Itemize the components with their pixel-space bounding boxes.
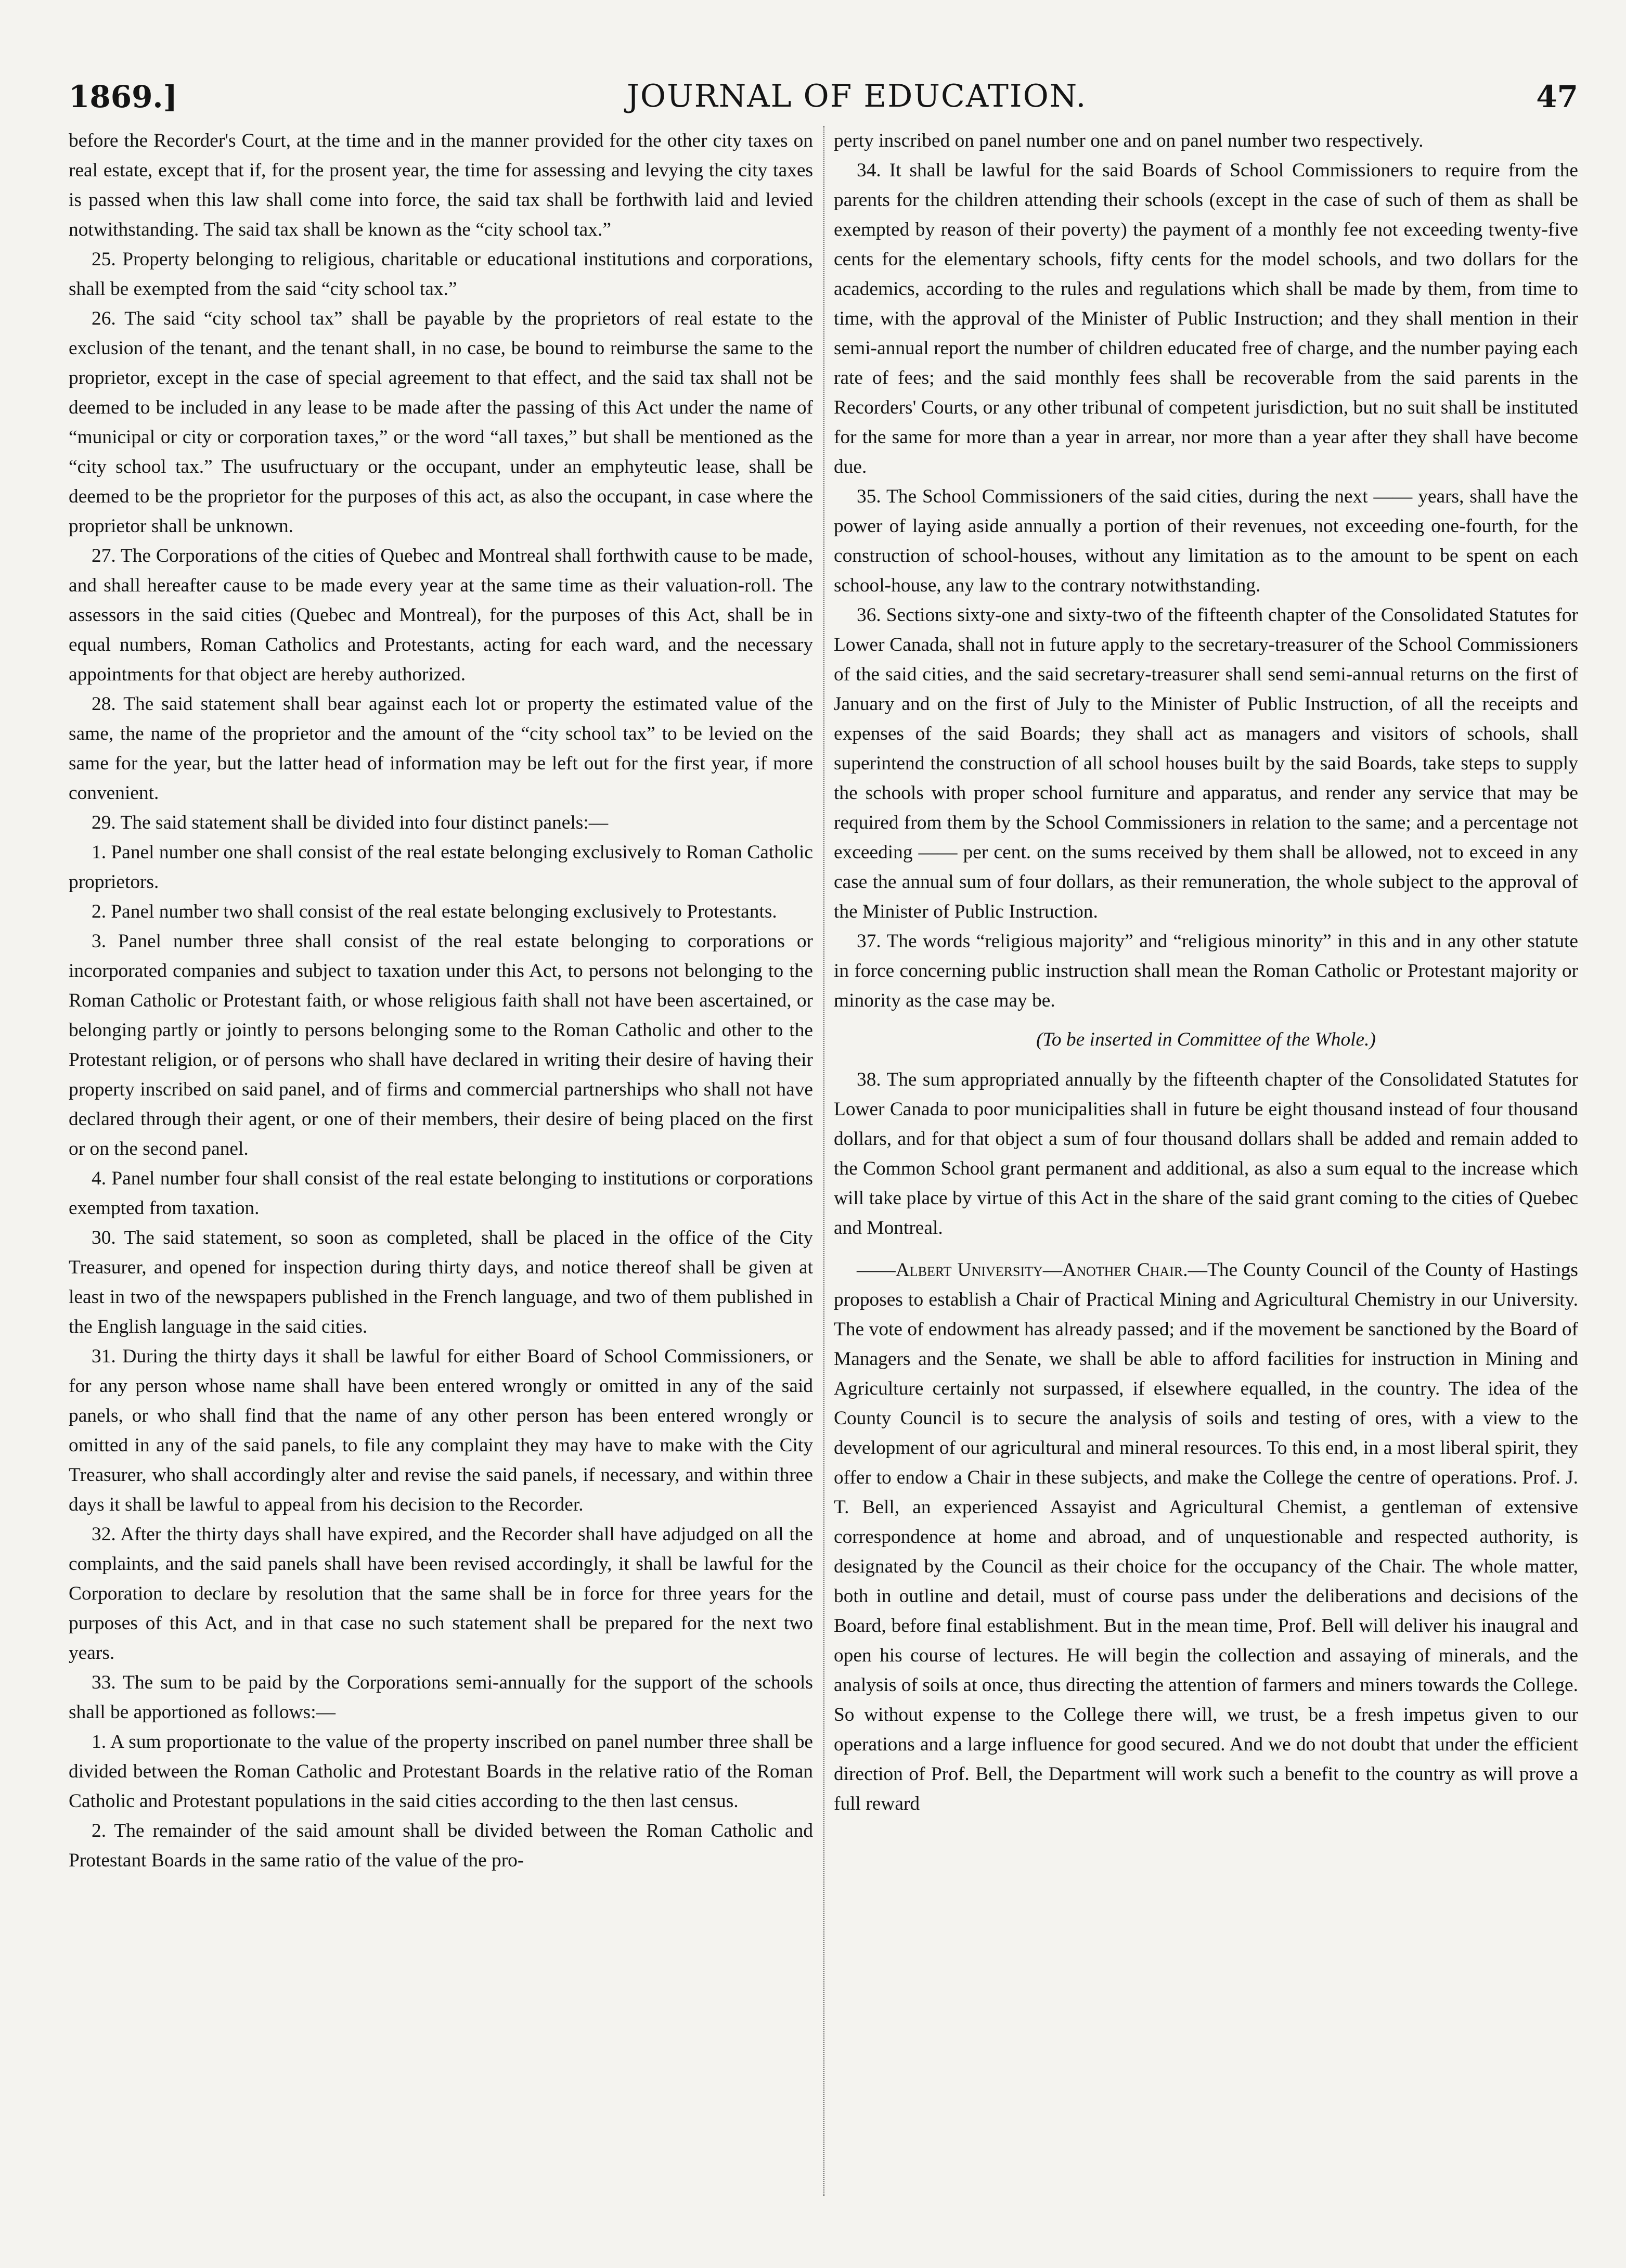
section-27: 27. The Corporations of the cities of Quebec and Montreal shall forthwith cause to be made, and shall hereafter cause to be made every year at the same time as their valuation-roll. The assessors in the said cities (Quebec and Montreal), for the purposes of this Act, shall be in equal numbers, Roman Catholics and Protestants, acting for each ward, and the necessary appointments for that object are hereby authorized. [69,545,813,685]
page-header [69,68,1578,114]
section-33: 33. The sum to be paid by the Corporations semi-annually for the support of the schools shall be apportioned as follows:— [69,1672,813,1723]
section-29-panel-2: 2. Panel number two shall consist of the real estate belonging exclusively to Protestants. [92,901,777,922]
left-paragraph-continuation: before the Recorder's Court, at the time and in the manner provided for the other city taxes on real estate, except that if, for the prosent year, the time for assessing and levying the city taxes is passed when this law shall come into force, the said tax shall be forthwith laid and levied notwithstanding. The said tax shall be known as the “city school tax.” [69,130,813,240]
section-31: 31. During the thirty days it shall be lawful for either Board of School Commissioners, or for any person whose name shall have been entered wrongly or omitted in any of the said panels, or who shall find that the name of any other person has been entered wrongly or omitted in any of the said panels, to file any complaint they may have to make with the City Treasurer, who shall accordingly alter and revise the said panels, if necessary, and within three days it shall be lawful to appeal from his decision to the Recorder. [69,1346,813,1515]
section-35: 35. The School Commissioners of the said cities, during the next —— years, shall have the power of laying aside annually a portion of their revenues, not exceeding one-fourth, for the construction of school-houses, without any limitation as to the amount to be spent on each school-house, any law to the contrary notwithstanding. [834,486,1578,596]
left-column [69,126,813,2196]
article-body: —The County Council of the County of Hastings proposes to establish a Chair of Practical Mining and Agricultural Chemistry in our University. The vote of endowment has already passed; and if the movement be sanctioned by the Board of Managers and the Senate, we shall be able to afford facilities for instruction in Mining and Agriculture certainly not surpassed, if elsewhere equalled, in the country. The idea of the County Council is to secure the analysis of soils and testing of ores, with a view to the development of our agricultural and mineral resources. To this end, in a most liberal spirit, they offer to endow a Chair in these subjects, and make the College the centre of operations. Prof. J. T. Bell, an experienced Assayist and Agricultural Chemist, a gentleman of extensive correspondence at home and abroad, and of unquestionable and respected authority, is designated by the Council as their choice for the occupancy of the Chair. The whole matter, both in outline and detail, must of course pass under the deliberations and decisions of the Board, before final establishment. But in the mean time, Prof. Bell will deliver his inaugral and open his course of lectures. He will begin the collection and assaying of minerals, and the analysis of soils at once, thus directing the attention of farmers and miners towards the College. So without expense to the College there will, we trust, be a fresh impetus given to our operations and a large influence for good secured. And we do not doubt that under the efficient direction of Prof. Bell, the Department will work such a benefit to the country as will prove a full reward [834,1259,1578,1814]
section-34: 34. It shall be lawful for the said Boards of School Commissioners to require from the parents for the children attending their schools (except in the case of such of them as shall be exempted by reason of their poverty) the payment of a monthly fee not exceeding twenty-five cents for the elementary schools, fifty cents for the model schools, and two dollars for the academics, according to the rules and regulations which shall be made by them, from time to time, with the approval of the Minister of Public Instruction; and they shall mention in their semi-annual report the number of children educated free of charge, and the number paying each rate of fees; and the said monthly fees shall be recoverable from the said parents in the Recorders' Courts, or any other tribunal of competent jurisdiction, but no suit shall be instituted for the same for more than a year in arrear, nor more than a year after they shall have become due. [834,160,1578,478]
article-heading: ——Albert University—Another Chair. [857,1259,1188,1281]
section-32: 32. After the thirty days shall have expired, and the Recorder shall have adjudged on all the complaints, and the said panels shall have been revised accordingly, it shall be lawful for the Corporation to declare by resolution that the same shall be in force for three years for the purposes of this Act, and in that case no such statement shall be prepared for the next two years. [69,1524,813,1664]
section-29-panel-4: 4. Panel number four shall consist of the real estate belonging to institutions or corporations exempted from taxation. [69,1168,813,1219]
section-29-panel-3: 3. Panel number three shall consist of the real estate belonging to corporations or incorporated companies and subject to taxation under this Act, to persons not belonging to the Roman Catholic or Protestant faith, or whose religious faith shall not have been ascertained, or belonging partly or jointly to persons belonging some to the Roman Catholic and other to the Protestant religion, or of persons who shall have declared in writing their desire of having their property inscribed on said panel, and of firms and commercial partnerships who shall not have declared through their agent, or one of their members, their desire of being placed on the first or on the second panel. [69,931,813,1159]
two-column-body [69,126,1578,2196]
section-29-panel-1: 1. Panel number one shall consist of the real estate belonging exclusively to Roman Catholic proprietors. [69,842,813,893]
page-number: 47 [1536,79,1578,114]
section-28: 28. The said statement shall bear against each lot or property the estimated value of the same, the name of the proprietor and the amount of the “city school tax” to be levied on the same for the year, but the latter head of information may be left out for the first year, if more convenient. [69,693,813,804]
section-29: 29. The said statement shall be divided into four distinct panels:— [92,812,609,833]
header-year: 1869.] [69,79,178,114]
committee-note: (To be inserted in Committee of the Whole.) [1036,1029,1376,1050]
section-30: 30. The said statement, so soon as completed, shall be placed in the office of the City Treasurer, and opened for inspection during thirty days, and notice thereof shall be given at least in two of the newspapers published in the French language, and two of them published in the English language in the said cities. [69,1227,813,1337]
journal-title: JOURNAL OF EDUCATION. [626,78,1087,114]
albert-university-article [834,1255,1578,1819]
section-37: 37. The words “religious majority” and “religious minority” in this and in any other statute in force concerning public instruction shall mean the Roman Catholic or Protestant majority or minority as the case may be. [834,931,1578,1011]
section-38: 38. The sum appropriated annually by the fifteenth chapter of the Consolidated Statutes for Lower Canada to poor municipalities shall in future be eight thousand instead of four thousand dollars, and for that object a sum of four thousand dollars shall be added and remain added to the Common School grant permanent and additional, as also a sum equal to the increase which will take place by virtue of this Act in the share of the said grant coming to the cities of Quebec and Montreal. [834,1069,1578,1239]
section-36: 36. Sections sixty-one and sixty-two of the fifteenth chapter of the Consolidated Statutes for Lower Canada, shall not in future apply to the secretary-treasurer of the School Commissioners of the said cities, and the said secretary-treasurer shall send semi-annual returns on the first of January and on the first of July to the Minister of Public Instruction, of all the receipts and expenses of the said Boards; they shall act as managers and visitors of schools, shall superintend the construction of all school houses built by the said Boards, take steps to supply the schools with proper school furniture and apparatus, and render any service that may be required from them by the School Commissioners in relation to the same; and a percentage not exceeding —— per cent. on the sums received by them shall be allowed, not to exceed in any case the annual sum of four dollars, as their remuneration, the whole subject to the approval of the Minister of Public Instruction. [834,604,1578,922]
right-column [823,126,1578,2196]
section-33-item-1: 1. A sum proportionate to the value of the property inscribed on panel number three shall be divided between the Roman Catholic and Protestant Boards in the relative ratio of the Roman Catholic and Protestant populations in the said cities according to the then last census. [69,1731,813,1812]
right-paragraph-continuation: perty inscribed on panel number one and on panel number two respectively. [834,130,1424,151]
section-33-item-2: 2. The remainder of the said amount shall be divided between the Roman Catholic and Protestant Boards in the same ratio of the value of the pro- [69,1820,813,1871]
section-25: 25. Property belonging to religious, charitable or educational institutions and corporations, shall be exempted from the said “city school tax.” [69,249,813,300]
section-26: 26. The said “city school tax” shall be payable by the proprietors of real estate to the exclusion of the tenant, and the tenant shall, in no case, be bound to reimburse the same to the proprietor, except in the case of special agreement to that effect, and the said tax shall not be deemed to be included in any lease to be made after the passing of this Act under the name of “municipal or city or corporation taxes,” or the word “all taxes,” but shall be mentioned as the “city school tax.” The usufructuary or the occupant, under an emphyteutic lease, shall be deemed to be the proprietor for the purposes of this act, as also the occupant, in case where the proprietor shall be unknown. [69,308,813,537]
